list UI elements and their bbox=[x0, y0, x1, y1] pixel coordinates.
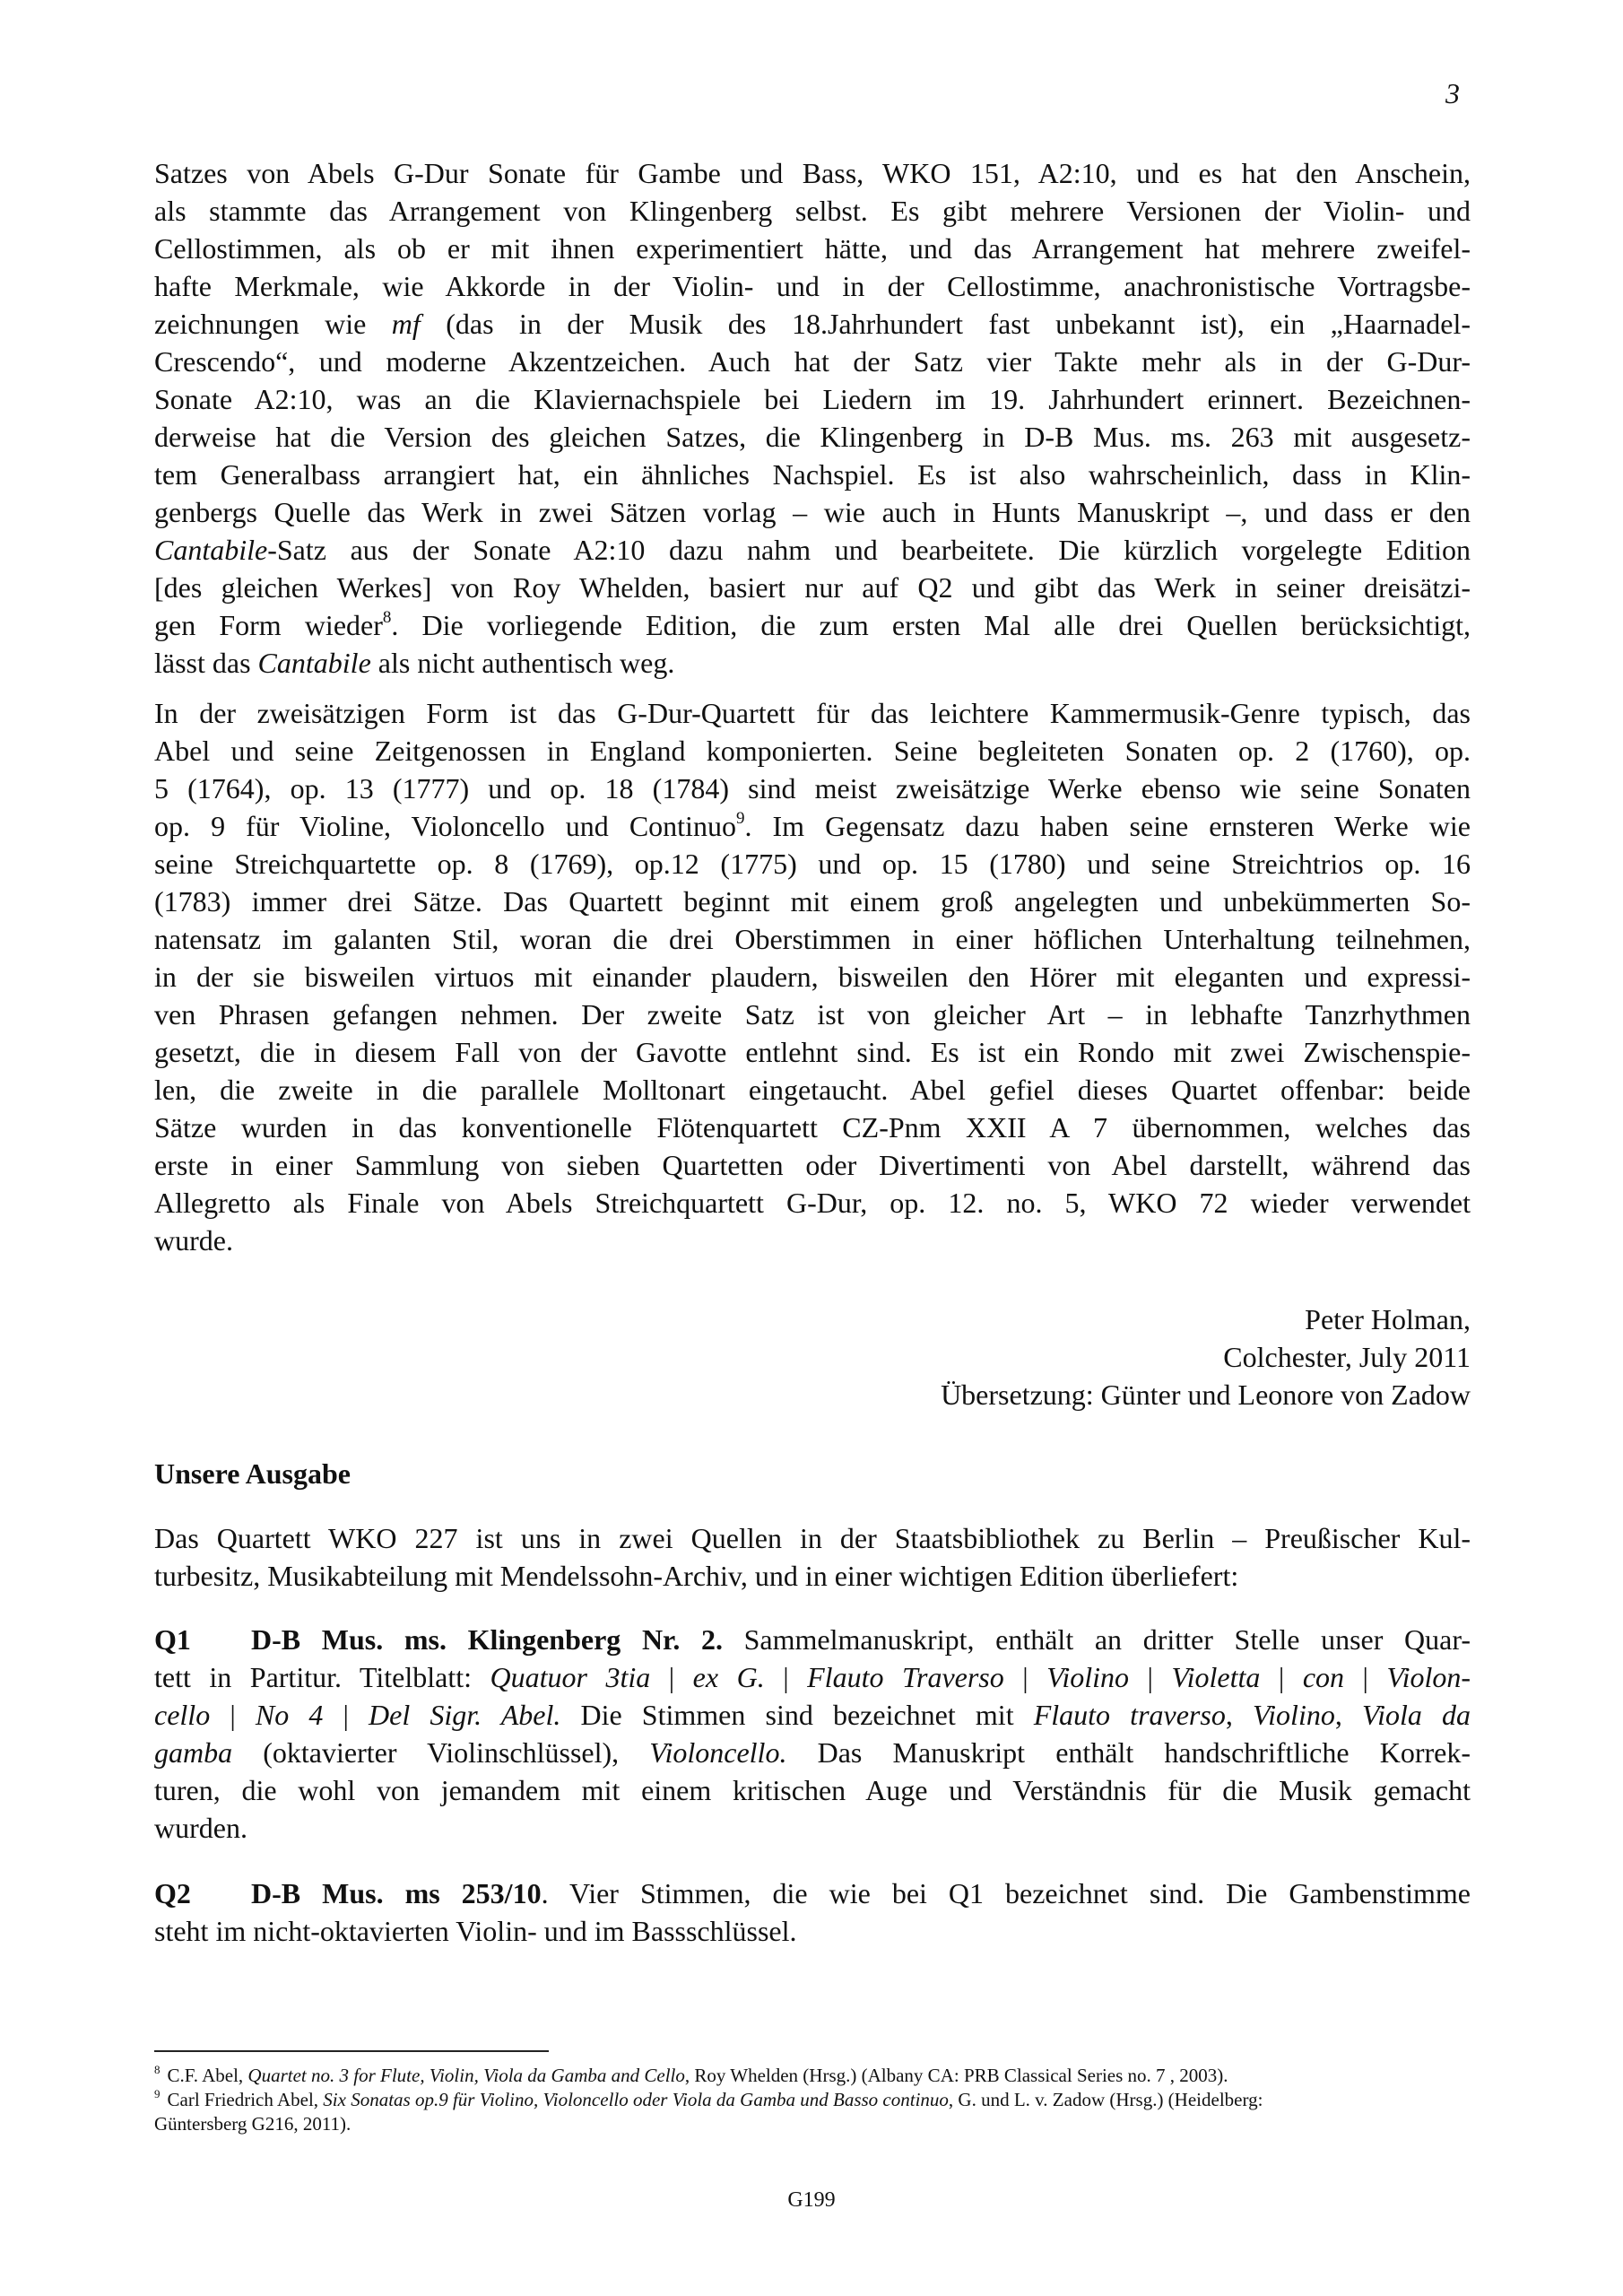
text-run: | bbox=[1260, 1661, 1303, 1693]
text-line bbox=[154, 1109, 1471, 1146]
footnote-ref: 8 bbox=[382, 608, 392, 627]
text-run: hafte Merkmale, wie Akkorde in der Violin- und in der Cellostimme, anachronistische Vortragsbe- bbox=[154, 270, 1471, 302]
text-run: , G. und L. v. Zadow (Hrsg.) (Heidelberg: bbox=[948, 2089, 1263, 2110]
footnote-line bbox=[154, 2088, 1481, 2112]
text-line bbox=[154, 1696, 1471, 1734]
source-label: Q1 bbox=[154, 1623, 191, 1656]
page-number: 3 bbox=[1445, 77, 1460, 109]
italic-text: Six Sonatas op.9 für Violino, Violoncello oder Viola da Gamba und Basso continuo bbox=[323, 2089, 949, 2110]
text-run: lässt das bbox=[154, 647, 258, 679]
italic-text: Cantabile bbox=[257, 647, 371, 679]
text-line bbox=[154, 305, 1471, 343]
italic-text: Violino bbox=[1046, 1661, 1130, 1693]
text-line bbox=[154, 1912, 1471, 1950]
text-line bbox=[154, 1222, 1471, 1259]
text-line bbox=[154, 380, 1471, 418]
text-run: tem Generalbass arrangiert hat, ein ähnliches Nachspiel. Es ist also wahrscheinlich, dass in Klin- bbox=[154, 458, 1471, 491]
text-run: in der sie bisweilen virtuos mit einander plaudern, bisweilen den Hörer mit eleganten und expressi- bbox=[154, 961, 1471, 993]
text-run: (oktavierter Violinschlüssel), bbox=[232, 1736, 650, 1769]
text-run: Das Manuskript enthält handschriftliche Korrek- bbox=[786, 1736, 1471, 1769]
text-line bbox=[154, 694, 1471, 732]
bold-text: D-B Mus. ms 253/10 bbox=[251, 1877, 542, 1909]
text-line bbox=[154, 1519, 1471, 1557]
italic-text: Violino bbox=[1252, 1699, 1335, 1731]
text-line bbox=[154, 569, 1471, 606]
text-line bbox=[154, 531, 1471, 569]
text-line bbox=[154, 418, 1471, 456]
italic-text: Flauto Traverso bbox=[807, 1661, 1004, 1693]
text-run: Cellostimmen, als ob er mit ihnen experimentiert hätte, und das Arrangement hat mehrere zweifel- bbox=[154, 232, 1471, 265]
text-line bbox=[154, 1146, 1471, 1184]
italic-text: Violon- bbox=[1386, 1661, 1471, 1693]
text-run: , bbox=[1225, 1699, 1253, 1731]
text-run: | bbox=[1003, 1661, 1047, 1693]
italic-text: Violetta bbox=[1171, 1661, 1261, 1693]
text-line bbox=[154, 644, 1471, 682]
italic-text: Quatuor 3tia bbox=[490, 1661, 651, 1693]
italic-text: con bbox=[1302, 1661, 1345, 1693]
text-run: Abel und seine Zeitgenossen in England komponierten. Seine begleiteten Sonaten op. 2 (1760), op. bbox=[154, 735, 1471, 767]
italic-text: cello bbox=[154, 1699, 211, 1731]
footer-code: G199 bbox=[787, 2188, 836, 2212]
text-line bbox=[154, 1557, 1471, 1595]
text-line bbox=[154, 230, 1471, 267]
text-line bbox=[154, 1071, 1471, 1109]
text-run: -Satz aus der Sonate A2:10 dazu nahm und bearbeitete. Die kürzlich vorgelegte Edition bbox=[267, 534, 1471, 566]
text-run: als stammte das Arrangement von Klingenberg selbst. Es gibt mehrere Versionen der Violin- und bbox=[154, 195, 1471, 227]
text-run: turen, die wohl von jemandem mit einem kritischen Auge und Verständnis für die Musik gemacht bbox=[154, 1774, 1471, 1806]
text-run: Güntersberg G216, 2011). bbox=[154, 2113, 352, 2135]
text-run: Allegretto als Finale von Abels Streichquartett G-Dur, op. 12. no. 5, WKO 72 wieder verwendet bbox=[154, 1187, 1471, 1219]
italic-text: Viola da bbox=[1361, 1699, 1471, 1731]
text-run: C.F. Abel, bbox=[167, 2065, 248, 2086]
source-label: Q2 bbox=[154, 1877, 191, 1909]
italic-text: Flauto traverso bbox=[1033, 1699, 1226, 1731]
text-run: op. 9 für Violine, Violoncello und Continuo bbox=[154, 810, 736, 842]
text-line bbox=[154, 1734, 1471, 1771]
italic-text: Quartet no. 3 for Flute, Violin, Viola da Gamba and Cello bbox=[247, 2065, 685, 2086]
footnote-ref: 9 bbox=[154, 2087, 161, 2100]
text-run: | bbox=[650, 1661, 693, 1693]
text-run: Carl Friedrich Abel, bbox=[167, 2089, 324, 2110]
text-run: wurden. bbox=[154, 1812, 247, 1844]
text-run: natensatz im galanten Stil, woran die drei Oberstimmen in einer höflichen Unterhaltung teilnehmen, bbox=[154, 923, 1471, 955]
italic-text: ex G. bbox=[692, 1661, 765, 1693]
text-line bbox=[154, 1809, 1471, 1847]
italic-text: No 4 bbox=[255, 1699, 324, 1731]
text-line bbox=[154, 343, 1471, 380]
bold-text: D-B Mus. ms. Klingenberg Nr. 2. bbox=[251, 1623, 723, 1656]
footnote-line bbox=[154, 2112, 1481, 2136]
text-line bbox=[154, 996, 1471, 1033]
text-run: . Vier Stimmen, die wie bei Q1 bezeichnet sind. Die Gambenstimme bbox=[541, 1877, 1471, 1909]
text-run: ven Phrasen gefangen nehmen. Der zweite Satz ist von gleicher Art – in lebhafte Tanzrhythmen bbox=[154, 998, 1471, 1031]
text-run: seine Streichquartette op. 8 (1769), op.12 (1775) und op. 15 (1780) und seine Streichtrios op. 16 bbox=[154, 848, 1471, 880]
text-line bbox=[154, 192, 1471, 230]
text-run: gen Form wieder bbox=[154, 609, 383, 641]
text-run: turbesitz, Musikabteilung mit Mendelssohn-Archiv, und in einer wichtigen Edition überliefert: bbox=[154, 1560, 1239, 1592]
footnote-ref: 9 bbox=[735, 809, 745, 828]
text-line bbox=[154, 1658, 1471, 1696]
text-run: steht im nicht-oktavierten Violin- und im Bassschlüssel. bbox=[154, 1915, 797, 1947]
text-line bbox=[154, 267, 1471, 305]
text-run: derweise hat die Version des gleichen Satzes, die Klingenberg in D-B Mus. ms. 263 mit ausgesetz- bbox=[154, 421, 1471, 453]
signature-author: Peter Holman, bbox=[1305, 1303, 1471, 1335]
text-line bbox=[154, 1771, 1471, 1809]
footnote-ref: 8 bbox=[154, 2063, 161, 2076]
section-heading: Unsere Ausgabe bbox=[154, 1457, 351, 1490]
text-run: . Im Gegensatz dazu haben seine ernsteren Werke wie bbox=[744, 810, 1471, 842]
text-run: len, die zweite in die parallele Molltonart eingetaucht. Abel gefiel dieses Quartet offenbar: beide bbox=[154, 1074, 1471, 1106]
italic-text: Cantabile bbox=[154, 534, 268, 566]
text-run: erste in einer Sammlung von sieben Quartetten oder Divertimenti von Abel darstellt, während das bbox=[154, 1149, 1471, 1181]
italic-text: mf bbox=[391, 308, 421, 340]
text-run: | bbox=[764, 1661, 808, 1693]
text-run: 5 (1764), op. 13 (1777) und op. 18 (1784) sind meist zweisätzige Werke ebenso wie seine Sonaten bbox=[154, 772, 1471, 804]
text-line bbox=[154, 493, 1471, 531]
footnote-line bbox=[154, 2064, 1481, 2088]
text-run: Sonate A2:10, was an die Klaviernachspiele bei Liedern im 19. Jahrhundert erinnert. Bezeichnen- bbox=[154, 383, 1471, 415]
text-run: [des gleichen Werkes] von Roy Whelden, basiert nur auf Q2 und gibt das Werk in seiner dreisätzi- bbox=[154, 571, 1471, 604]
text-line bbox=[154, 807, 1471, 845]
text-run: (1783) immer drei Sätze. Das Quartett beginnt mit einem groß angelegten und unbekümmerten So- bbox=[154, 885, 1471, 918]
footnotes bbox=[154, 2064, 1481, 2136]
text-run: Sätze wurden in das konventionelle Flötenquartett CZ-Pnm XXII A 7 übernommen, welches das bbox=[154, 1111, 1471, 1144]
text-line bbox=[154, 845, 1471, 883]
paragraph-3 bbox=[154, 1519, 1471, 1595]
text-run: Das Quartett WKO 227 ist uns in zwei Quellen in der Staatsbibliothek zu Berlin – Preußischer Kul- bbox=[154, 1522, 1471, 1554]
paragraph-2 bbox=[154, 694, 1471, 1259]
italic-text: Violoncello. bbox=[649, 1736, 787, 1769]
footnote-separator bbox=[154, 2050, 549, 2052]
signature-place-date: Colchester, July 2011 bbox=[1223, 1341, 1471, 1373]
text-line bbox=[154, 732, 1471, 770]
text-run: Sammelmanuskript, enthält an dritter Stelle unser Quar- bbox=[722, 1623, 1471, 1656]
italic-text: gamba bbox=[154, 1736, 233, 1769]
source-q1-entry bbox=[154, 1621, 1471, 1847]
text-run: (das in der Musik des 18.Jahrhundert fast unbekannt ist), ein „Haarnadel- bbox=[420, 308, 1471, 340]
text-line bbox=[154, 456, 1471, 493]
text-run: wurde. bbox=[154, 1224, 233, 1257]
source-q2-entry bbox=[154, 1874, 1471, 1950]
text-run: , Roy Whelden (Hrsg.) (Albany CA: PRB Classical Series no. 7 , 2003). bbox=[684, 2065, 1228, 2086]
italic-text: Del Sigr. Abel. bbox=[369, 1699, 561, 1731]
text-line bbox=[154, 1033, 1471, 1071]
text-run: als nicht authentisch weg. bbox=[370, 647, 675, 679]
text-run: tett in Partitur. Titelblatt: bbox=[154, 1661, 490, 1693]
text-run: | bbox=[210, 1699, 256, 1731]
text-line bbox=[154, 154, 1471, 192]
text-line bbox=[154, 920, 1471, 958]
text-run: gesetzt, die in diesem Fall von der Gavotte entlehnt sind. Es ist ein Rondo mit zwei Zwischenspie- bbox=[154, 1036, 1471, 1068]
text-line bbox=[154, 606, 1471, 644]
text-run: | bbox=[323, 1699, 369, 1731]
text-run: In der zweisätzigen Form ist das G-Dur-Quartett für das leichtere Kammermusik-Genre typisch, das bbox=[154, 697, 1471, 729]
text-run: Crescendo“, und moderne Akzentzeichen. Auch hat der Satz vier Takte mehr als in der G-Dur- bbox=[154, 345, 1471, 378]
text-run: | bbox=[1344, 1661, 1387, 1693]
text-line bbox=[154, 770, 1471, 807]
text-run: . Die vorliegende Edition, die zum ersten Mal alle drei Quellen berücksichtigt, bbox=[391, 609, 1471, 641]
text-line bbox=[154, 1621, 1471, 1658]
text-run: zeichnungen wie bbox=[154, 308, 392, 340]
text-run: , bbox=[1334, 1699, 1362, 1731]
paragraph-1 bbox=[154, 154, 1471, 682]
text-run: Satzes von Abels G-Dur Sonate für Gambe und Bass, WKO 151, A2:10, und es hat den Anschein, bbox=[154, 157, 1471, 189]
text-line bbox=[154, 1184, 1471, 1222]
text-line bbox=[154, 883, 1471, 920]
text-line bbox=[154, 958, 1471, 996]
text-run: genbergs Quelle das Werk in zwei Sätzen vorlag – wie auch in Hunts Manuskript –, und dass er den bbox=[154, 496, 1471, 528]
text-run: Die Stimmen sind bezeichnet mit bbox=[560, 1699, 1034, 1731]
text-line bbox=[154, 1874, 1471, 1912]
signature-translation: Übersetzung: Günter und Leonore von Zadow bbox=[941, 1378, 1471, 1411]
text-run: | bbox=[1129, 1661, 1172, 1693]
